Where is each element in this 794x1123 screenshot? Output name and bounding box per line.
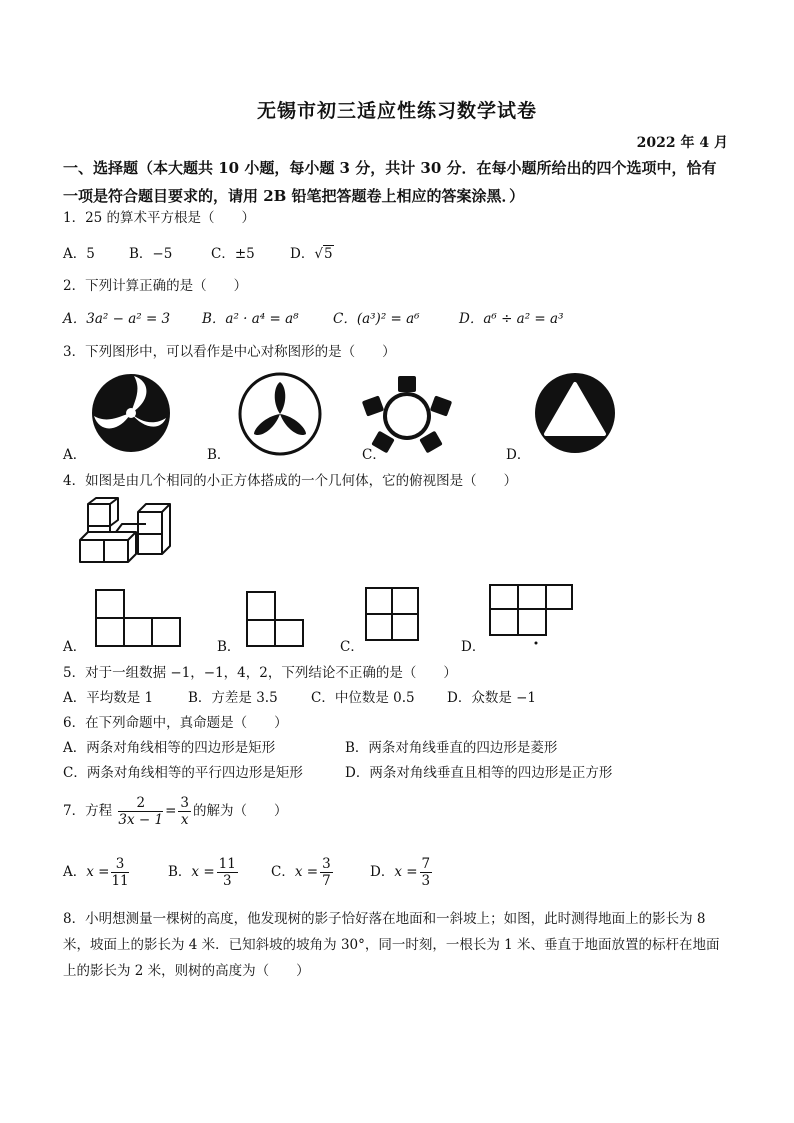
q7-lhs-fraction: [118, 795, 163, 828]
q7-option-label: C．: [271, 864, 295, 880]
q4-option-b-figure: [245, 590, 305, 648]
q4-option-c-figure: [364, 586, 422, 642]
q1-option-c: C．±5: [211, 246, 255, 262]
exam-date: 2022 年 4 月: [636, 135, 728, 151]
question-4-stem: 4．如图是由几个相同的小正方体搭成的一个几何体，它的俯视图是（ ）: [63, 473, 518, 489]
q7-option-d: [370, 856, 434, 889]
page-title: 无锡市初三适应性练习数学试卷: [256, 100, 537, 122]
q7-option-var: x =: [294, 864, 319, 880]
q7-option-num: 7: [421, 856, 431, 872]
q4-cube-solid-figure: [76, 496, 180, 570]
q2-option-b: B．a² · a⁴ = a⁸: [202, 311, 299, 327]
q7-option-var: x =: [394, 864, 418, 880]
q5-option-d: D．众数是 −1: [447, 690, 537, 706]
question-2-stem: 2．下列计算正确的是（ ）: [63, 278, 248, 294]
q7-option-var: x =: [86, 864, 110, 880]
q7-rhs-fraction: [178, 795, 191, 828]
q6-option-c: C．两条对角线相等的平行四边形是矩形: [63, 765, 303, 781]
q7-option-num: 3: [322, 856, 331, 872]
q1-option-b: B．−5: [129, 246, 173, 262]
question-7-stem: [63, 795, 287, 828]
q3-figure-b: [238, 372, 322, 456]
q4-option-d-figure: [488, 583, 576, 647]
q7-equals: =: [165, 803, 177, 819]
q2-option-a: A．3a² − a² = 3: [63, 311, 171, 327]
q6-option-b: B．两条对角线垂直的四边形是菱形: [345, 740, 558, 756]
q7-rhs-denominator: x: [180, 812, 189, 828]
question-5-stem: 5．对于一组数据 −1，−1，4，2，下列结论不正确的是（ ）: [63, 665, 457, 681]
q3-option-c: C．: [362, 447, 386, 463]
q6-option-d: D．两条对角线垂直且相等的四边形是正方形: [345, 765, 613, 781]
q7-stem-prefix: 7．方程: [63, 803, 113, 819]
q7-option-b: [168, 856, 240, 889]
question-8-text: 8．小明想测量一棵树的高度，他发现树的影子恰好落在地面和一斜坡上；如图，此时测得地面上的影长为 8 米，坡面上的影长为 4 米．已知斜坡的坡角为 30°，同一时刻，一根长为 1 米、垂直于地面放置的标杆在地面上的影长为 2 米，则树的高度为（ ）: [63, 911, 720, 979]
q7-lhs-numerator: 2: [118, 795, 163, 812]
q2-option-c: C．(a³)² = a⁶: [333, 311, 420, 327]
q7-option-den: 3: [222, 873, 232, 889]
q4-option-a-figure: [94, 588, 182, 648]
q6-option-a: A．两条对角线相等的四边形是矩形: [63, 740, 276, 756]
q7-option-fraction: [420, 856, 433, 889]
q4-option-c: C．: [340, 639, 364, 655]
q7-rhs-numerator: 3: [180, 795, 189, 811]
q7-lhs-denominator: 3x − 1: [118, 812, 164, 828]
question-6-stem: 6．在下列命题中，真命题是（ ）: [63, 715, 288, 731]
q1-radicand: 5: [323, 246, 333, 262]
q7-option-fraction: [111, 856, 128, 889]
q4-option-b: B．: [217, 639, 241, 655]
q7-option-label: A．: [63, 864, 87, 880]
sqrt-symbol-icon: √: [314, 246, 323, 262]
q7-option-den: 3: [421, 873, 431, 889]
q5-option-a: A．平均数是 1: [63, 690, 154, 706]
q5-option-b: B．方差是 3.5: [188, 690, 278, 706]
q7-option-den: 11: [111, 873, 129, 889]
q1-option-d-label: D．: [290, 246, 315, 262]
question-1-stem: 1．25 的算术平方根是（ ）: [63, 210, 256, 226]
q3-option-a: A．: [63, 447, 87, 463]
q7-option-fraction: [320, 856, 333, 889]
q4-option-d: D．: [461, 639, 486, 655]
q5-option-c: C．中位数是 0.5: [311, 690, 415, 706]
q7-option-label: B．: [168, 864, 192, 880]
q1-option-d: [290, 242, 334, 262]
q3-option-b: B．: [207, 447, 231, 463]
q7-option-num: 3: [111, 856, 128, 873]
q7-option-den: 7: [322, 873, 331, 889]
q4-option-a: A．: [63, 639, 87, 655]
q7-option-var: x =: [191, 864, 215, 880]
q3-option-d: D．: [506, 447, 531, 463]
q3-figure-a: [90, 372, 172, 454]
q7-option-fraction: [217, 856, 238, 889]
q2-option-d: D．a⁶ ÷ a² = a³: [459, 311, 564, 327]
q7-stem-suffix: 的解为（ ）: [192, 803, 288, 819]
q3-figure-d: [534, 372, 616, 454]
q7-option-a: [63, 856, 131, 889]
q7-option-num: 11: [218, 856, 236, 872]
section-heading: 一、选择题（本大题共 10 小题，每小题 3 分，共计 30 分．在每小题所给出的四个选项中，恰有一项是符合题目要求的，请用 2B 铅笔把答题卷上相应的答案涂黑．）: [63, 159, 717, 205]
q7-option-c: [271, 856, 335, 889]
question-3-stem: 3．下列图形中，可以看作是中心对称图形的是（ ）: [63, 344, 396, 360]
q1-option-a: A．5: [63, 246, 95, 262]
q7-option-label: D．: [370, 864, 395, 880]
